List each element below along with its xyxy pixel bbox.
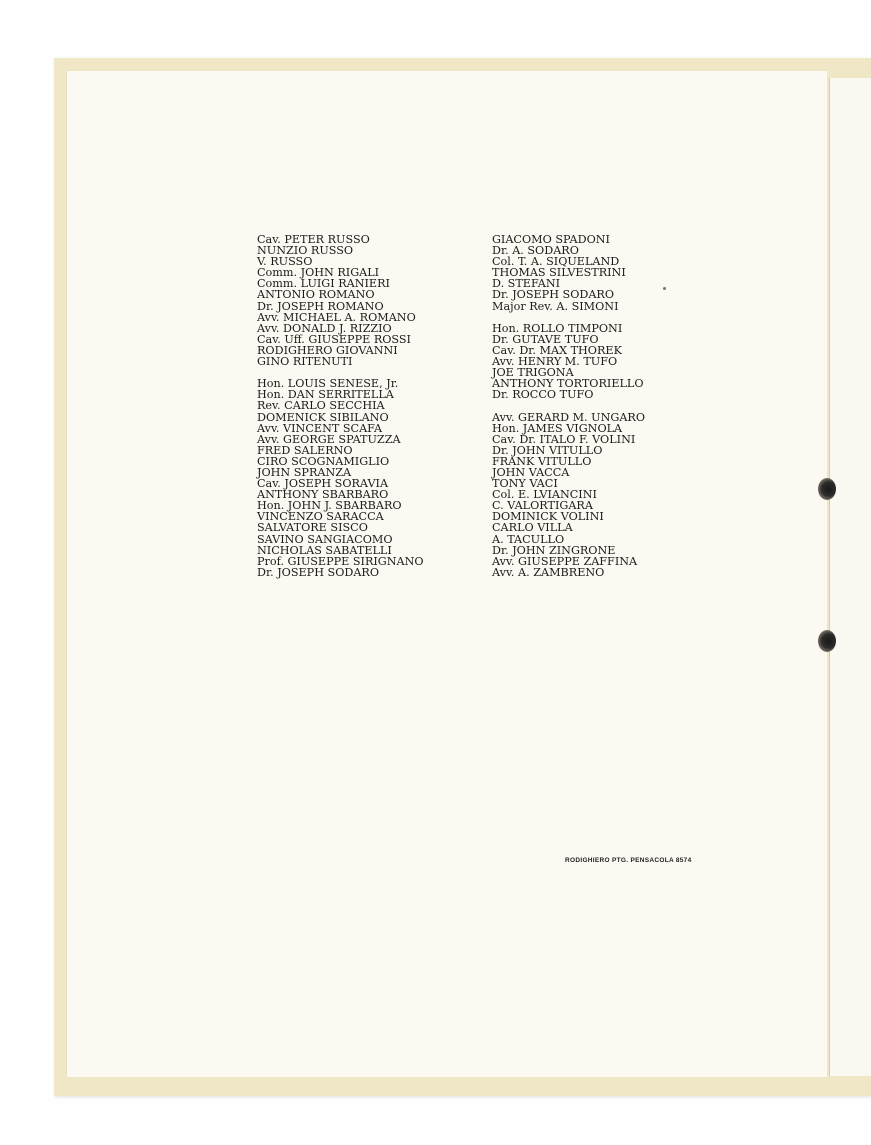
name-entry: Prof. GIUSEPPE SIRIGNANO [257,554,424,568]
name-entry: GIACOMO SPADONI [492,233,610,246]
name-entry: JOHN SPRANZA [257,465,352,479]
name-entry: Dr. ROCCO TUFO [492,388,594,402]
name-entry: Comm. JOHN RIGALI [257,266,380,280]
name-entry: Avv. MICHAEL A. ROMANO [257,310,416,324]
name-entry: Cav. Uff. GIUSEPPE ROSSI [257,332,411,346]
name-entry: Avv. HENRY M. TUFO [492,355,618,369]
name-entry: Dr. JOHN ZINGRONE [492,543,616,557]
name-entry: CARLO VILLA [492,521,573,535]
name-entry: NUNZIO RUSSO [257,244,354,258]
name-entry: FRED SALERNO [257,443,353,457]
name-entry: Col. E. LVIANCINI [492,488,597,502]
name-entry: Avv. GIUSEPPE ZAFFINA [492,554,638,568]
name-entry: GINO RITENUTI [257,355,353,369]
name-entry: Dr. JOSEPH SODARO [257,565,380,579]
name-entry: Cav. JOSEPH SORAVIA [257,477,389,491]
name-entry: Avv. GEORGE SPATUZZA [257,432,401,446]
name-entry: Col. T. A. SIQUELAND [492,255,620,269]
name-entry: JOE TRIGONA [492,366,574,380]
name-list-left [257,234,424,578]
name-entry: Hon. ROLLO TIMPONI [492,321,623,335]
name-entry: JOHN VACCA [492,465,570,479]
name-entry: V. RUSSO [257,255,313,269]
binding-hole-icon [818,630,836,652]
name-entry: A. TACULLO [492,532,565,546]
name-entry: Hon. JOHN J. SBARBARO [257,499,402,513]
name-entry: ANTONIO ROMANO [257,288,375,302]
name-entry: Comm. LUIGI RANIERI [257,277,390,291]
name-entry: VINCENZO SARACCA [257,510,384,524]
name-entry: FRANK VITULLO [492,454,592,468]
next-page-edge [829,78,871,1076]
name-entry: THOMAS SILVESTRINI [492,266,626,280]
name-entry: TONY VACI [492,477,558,491]
name-entry: Cav. Dr. ITALO F. VOLINI [492,432,636,446]
name-entry: SAVINO SANGIACOMO [257,532,393,546]
name-entry: DOMENICK SIBILANO [257,410,389,424]
name-entry: Dr. JOHN VITULLO [492,443,603,457]
name-entry: SALVATORE SISCO [257,521,368,535]
name-entry: CIRO SCOGNAMIGLIO [257,454,390,468]
name-entry: Cav. Dr. MAX THOREK [492,343,622,357]
name-entry: RODIGHERO GIOVANNI [257,343,398,357]
name-entry: Hon. JAMES VIGNOLA [492,421,623,435]
page-sheet [66,70,827,1077]
name-entry: Major Rev. A. SIMONI [492,299,619,313]
name-entry: Rev. CARLO SECCHIA [257,399,385,413]
name-entry: Hon. LOUIS SENESE, Jr. [257,377,399,391]
name-entry: DOMINICK VOLINI [492,510,604,524]
name-entry: ANTHONY TORTORIELLO [492,377,644,391]
name-entry: ANTHONY SBARBARO [257,488,389,502]
name-entry: Dr. JOSEPH SODARO [492,288,615,302]
name-entry: C. VALORTIGARA [492,499,593,513]
name-entry: Dr. A. SODARO [492,244,579,258]
name-entry: Dr. JOSEPH ROMANO [257,299,384,313]
name-entry: Avv. A. ZAMBRENO [492,565,605,579]
binding-hole-icon [818,478,836,500]
name-entry: D. STEFANI [492,277,561,291]
name-entry: Avv. GERARD M. UNGARO [492,410,646,424]
name-list-right [492,234,645,578]
name-entry: Hon. DAN SERRITELLA [257,388,394,402]
name-entry: Dr. GUTAVE TUFO [492,332,599,346]
name-entry: Avv. VINCENT SCAFA [257,421,383,435]
name-entry: NICHOLAS SABATELLI [257,543,392,557]
paper-speck [663,287,666,290]
printer-credit: RODIGHIERO PTG. PENSACOLA 8574 [565,857,692,864]
name-entry: Avv. DONALD J. RIZZIO [257,321,392,335]
name-entry: Cav. PETER RUSSO [257,233,370,246]
